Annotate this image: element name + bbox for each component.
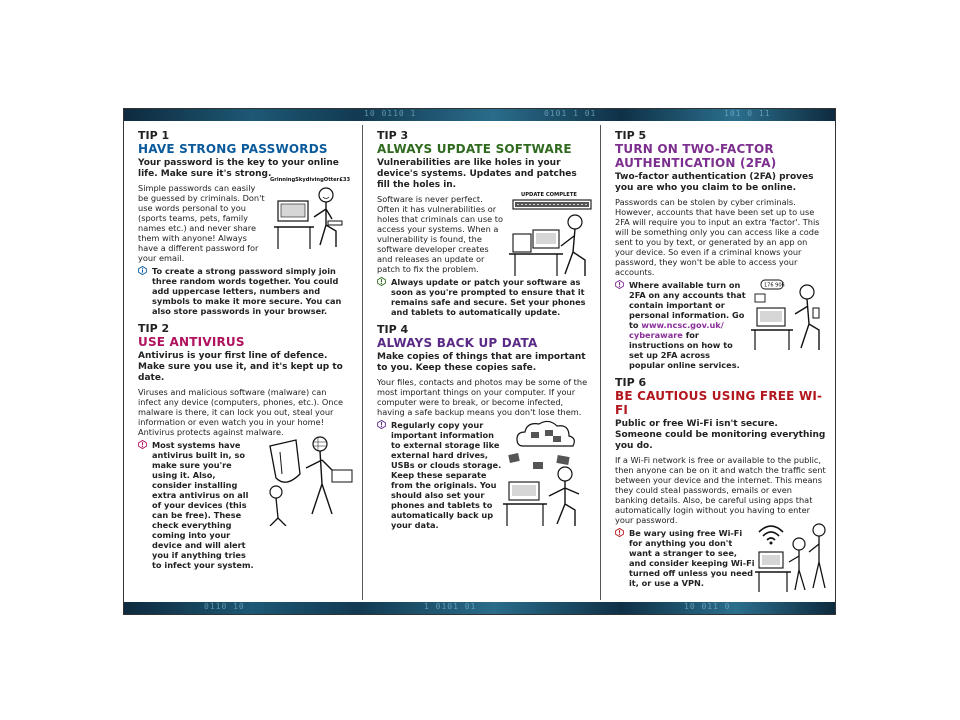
callout-text: Always update or patch your software as soon as you're prompted to ensure that it remains safe and secure. Set your phones and tablets to automatically update.	[391, 277, 586, 317]
callout-text-end: for instructions on how to set up 2FA across popular online services.	[629, 330, 740, 370]
update-illustration	[509, 190, 595, 280]
top-binary-banner: 10 0110 1 0101 1 01 101 0 11	[124, 109, 835, 121]
alert-icon	[615, 528, 624, 537]
callout-text: Be wary using free Wi-Fi for anything you don't want a stranger to see, and consider keeping Wi-Fi turned off unless you need it, or use a VPN.	[629, 528, 755, 588]
tip-title: BE CAUTIOUS USING FREE WI-FI	[615, 389, 823, 417]
tip-title: ALWAYS BACK UP DATA	[377, 336, 538, 350]
antivirus-illustration	[256, 434, 356, 526]
tip-callout	[377, 277, 590, 317]
bottom-binary-banner: 0110 10 1 0101 01 10 011 0	[124, 602, 835, 614]
wifi-illustration	[755, 522, 831, 594]
tip-callout	[615, 528, 755, 588]
callout-text: Regularly copy your important information to external storage like external hard drives, USBs or clouds storage. Keep these separate from the originals. You should also set your phones and tablets to automatically back up your data.	[391, 420, 502, 530]
callout-text-start: Where available turn on 2FA on any accounts that contain important or personal information. Go to	[629, 280, 746, 330]
password-sample-text: GrinningSkydivingOtter£33	[270, 177, 351, 183]
tip-body: Your files, contacts and photos may be some of the most important things on your computer. If your computer were to break, or become infected, having a safe backup means you don't lose them.	[377, 377, 588, 417]
tip-callout	[377, 420, 503, 530]
tip-lead: Vulnerabilities are like holes in your device's systems. Updates and patches fill the holes in.	[377, 158, 577, 190]
alert-icon	[377, 277, 386, 286]
info-icon	[138, 266, 147, 275]
password-illustration	[270, 175, 356, 261]
tip-title: USE ANTIVIRUS	[138, 335, 245, 349]
callout-text: To create a strong password simply join three random words together. You could add uppercase letters, numbers and symbols to make it more secure. You can also store passwords in your browser.	[152, 266, 342, 316]
tip-lead: Your password is the key to your online life. Make sure it's strong.	[138, 158, 339, 179]
tip-callout	[138, 440, 256, 570]
tip-lead: Public or free Wi-Fi isn't secure. Someone could be monitoring everything you do.	[615, 419, 826, 451]
tip-callout	[138, 266, 352, 316]
tip-lead: Make copies of things that are important to you. Keep these copies safe.	[377, 352, 586, 373]
tip-title: HAVE STRONG PASSWORDS	[138, 142, 328, 156]
tip-body: Passwords can be stolen by cyber criminals. However, accounts that have been set up to use 2FA will require you to input an extra 'factor'. This will be something only you can access like a code sent to you by text, or generated by an app on your device. So even if a criminal knows your password, they won't be able to access your accounts.	[615, 197, 820, 277]
column-3	[600, 125, 836, 600]
tip-number: TIP 2	[138, 322, 170, 335]
column-2	[362, 125, 600, 600]
backup-illustration	[503, 420, 593, 530]
two-factor-illustration	[751, 278, 831, 354]
tip-body: Software is never perfect. Often it has vulnerabilities or holes that criminals can use to access your systems. When a vulnerability is found, the software developer creates and releases an update or patch to fix the problem.	[377, 194, 503, 274]
tip-number: TIP 3	[377, 129, 409, 142]
alert-icon	[615, 280, 624, 289]
wifi-icon	[759, 526, 783, 532]
tip-body: If a Wi-Fi network is free or available to the public, then anyone can be on it and watch the traffic sent between your device and the internet. This means they could steal passwords, emails or even banking details. Also, be careful using apps that automatically login without you having to enter your password.	[615, 455, 826, 525]
code-bubble-text: 176 906	[764, 282, 785, 289]
tip-title: TURN ON TWO-FACTOR AUTHENTICATION (2FA)	[615, 142, 777, 170]
tip-body: Viruses and malicious software (malware) can infect any device (computers, phones, etc.). Once malware is there, it can lock you out, steal your information or even watch you in your home! Antivirus protects against malware.	[138, 387, 344, 437]
tip-number: TIP 4	[377, 323, 409, 336]
tip-lead: Two-factor authentication (2FA) proves you are who you claim to be online.	[615, 172, 814, 193]
tip-title: ALWAYS UPDATE SOFTWARE	[377, 142, 572, 156]
leaflet-sheet	[123, 108, 836, 615]
update-complete-label: UPDATE COMPLETE	[521, 192, 577, 198]
tip-number: TIP 1	[138, 129, 170, 142]
tip-callout	[615, 280, 747, 370]
tip-body: Simple passwords can easily be guessed by criminals. Don't use words personal to you (sports teams, pets, family names etc.) and never share them with anyone! Always have a different password for your email.	[138, 183, 265, 263]
tip-number: TIP 6	[615, 376, 647, 389]
tip-lead: Antivirus is your first line of defence. Make sure you use it, and it's kept up to date.	[138, 351, 343, 383]
alert-icon	[377, 420, 386, 429]
ncsc-link[interactable]: www.ncsc.gov.uk/ cyberaware	[629, 320, 724, 340]
callout-text: Most systems have antivirus built in, so make sure you're using it. Also, consider installing extra antivirus on all of your devices (this can be free). These check everything coming into your device and will alert you if anything tries to infect your system.	[152, 440, 254, 570]
tip-number: TIP 5	[615, 129, 647, 142]
alert-icon	[138, 440, 147, 449]
column-1	[124, 125, 362, 600]
